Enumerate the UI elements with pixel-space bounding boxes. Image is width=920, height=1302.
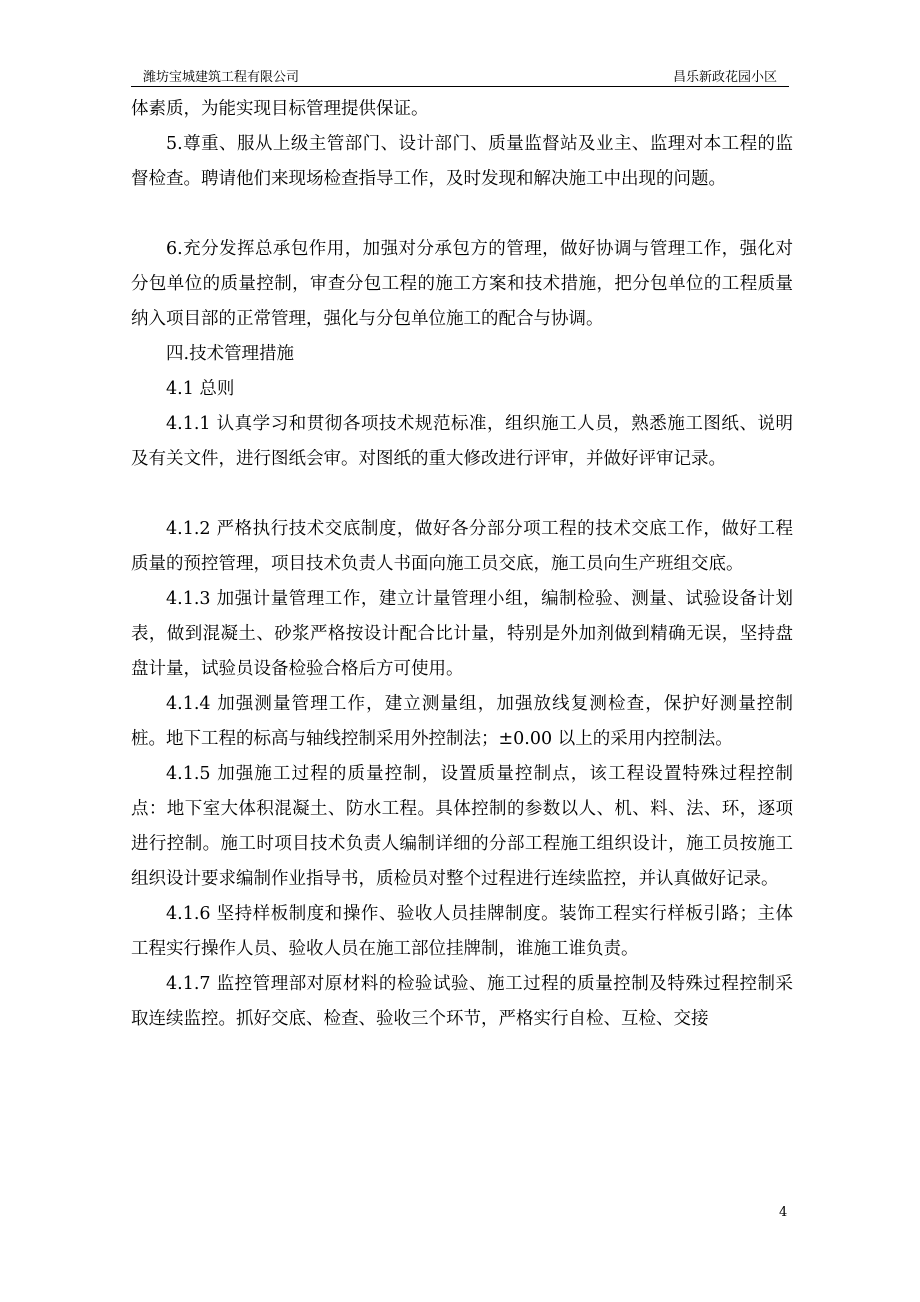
paragraph-continuation: 体素质，为能实现目标管理提供保证。: [131, 99, 429, 119]
paragraph-4-1-2: 4.1.2 严格执行技术交底制度，做好各分部分项工程的技术交底工作，做好工程质量的预控管理，项目技术负责人书面向施工员交底，施工员向生产班组交底。: [131, 519, 793, 574]
header-project-name: 昌乐新政花园小区: [672, 70, 777, 85]
paragraph-4-1-4: 4.1.4 加强测量管理工作，建立测量组，加强放线复测检查，保护好测量控制桩。地下工程的标高与轴线控制采用外控制法；±0.00 以上的采用内控制法。: [131, 694, 793, 749]
page-number: 4: [779, 1205, 788, 1220]
paragraph-item-6: 6.充分发挥总承包作用，加强对分承包方的管理，做好协调与管理工作，强化对分包单位的质量控制，审查分包工程的施工方案和技术措施，把分包单位的工程质量纳入项目部的正常管理，强化与分包单位施工的配合与协调。: [131, 239, 793, 329]
paragraph-4-1-3: 4.1.3 加强计量管理工作，建立计量管理小组，编制检验、测量、试验设备计划表，做到混凝土、砂浆严格按设计配合比计量，特别是外加剂做到精确无误，坚持盘盘计量，试验员设备检验合格后方可使用。: [131, 589, 793, 679]
paragraph-4-1-7: 4.1.7 监控管理部对原材料的检验试验、施工过程的质量控制及特殊过程控制采取连续监控。抓好交底、检查、验收三个环节，严格实行自检、互检、交接: [131, 974, 793, 1029]
header-company-name: 潍坊宝城建筑工程有限公司: [143, 70, 300, 85]
paragraph-4-1-5: 4.1.5 加强施工过程的质量控制，设置质量控制点，该工程设置特殊过程控制点：地下室大体积混凝土、防水工程。具体控制的参数以人、机、料、法、环，逐项进行控制。施工时项目技术负责人编制详细的分部工程施工组织设计，施工员按施工组织设计要求编制作业指导书，质检员对整个过程进行连续监控，并认真做好记录。: [131, 764, 793, 889]
paragraph-item-5: 5.尊重、服从上级主管部门、设计部门、质量监督站及业主、监理对本工程的监督检查。聘请他们来现场检查指导工作，及时发现和解决施工中出现的问题。: [131, 134, 793, 189]
document-body: [131, 92, 793, 1037]
paragraph-4-1-6: 4.1.6 坚持样板制度和操作、验收人员挂牌制度。装饰工程实行样板引路；主体工程实行操作人员、验收人员在施工部位挂牌制，谁施工谁负责。: [131, 904, 793, 959]
subsection-heading-general: 4.1 总则: [166, 379, 235, 399]
page-header: [131, 64, 789, 87]
paragraph-4-1-1: 4.1.1 认真学习和贯彻各项技术规范标准，组织施工人员，熟悉施工图纸、说明及有关文件，进行图纸会审。对图纸的重大修改进行评审，并做好评审记录。: [131, 414, 793, 469]
section-heading-tech-management: 四.技术管理措施: [166, 344, 295, 364]
